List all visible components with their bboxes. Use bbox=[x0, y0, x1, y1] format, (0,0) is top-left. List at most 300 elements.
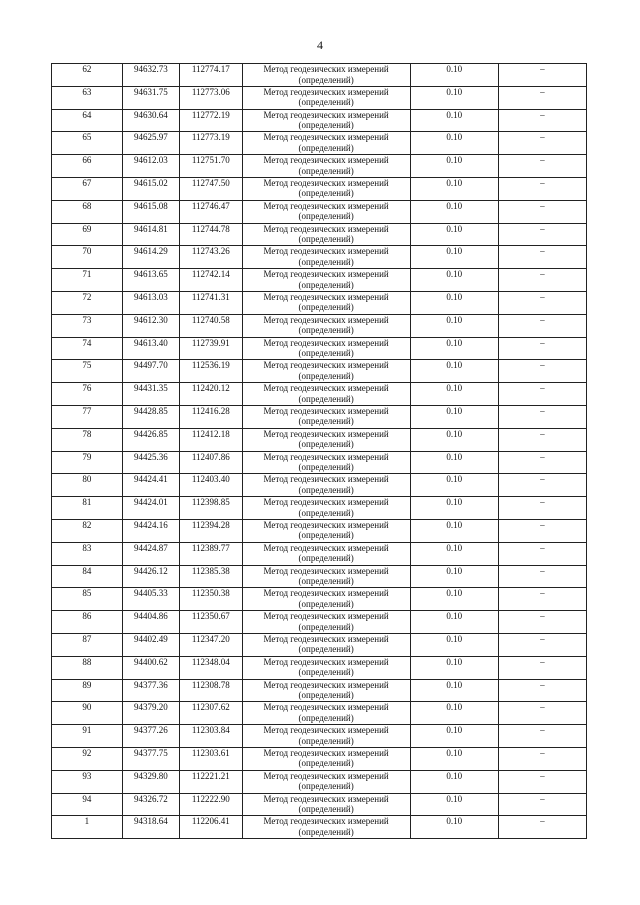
method-cell bbox=[242, 702, 410, 725]
y-coordinate-cell: 112741.31 bbox=[180, 291, 243, 314]
accuracy-cell: 0.10 bbox=[410, 177, 498, 200]
table-row bbox=[52, 702, 587, 725]
accuracy-cell: 0.10 bbox=[410, 725, 498, 748]
note-cell: – bbox=[498, 109, 586, 132]
point-number-cell: 72 bbox=[52, 291, 123, 314]
method-line-1: Метод геодезических измерений bbox=[263, 542, 389, 553]
y-coordinate-cell: 112350.38 bbox=[180, 588, 243, 611]
accuracy-cell: 0.10 bbox=[410, 497, 498, 520]
point-number-cell: 71 bbox=[52, 269, 123, 292]
method-line-2: (определений) bbox=[298, 302, 354, 313]
accuracy-cell: 0.10 bbox=[410, 109, 498, 132]
method-cell bbox=[242, 428, 410, 451]
note-cell: – bbox=[498, 633, 586, 656]
note-cell: – bbox=[498, 725, 586, 748]
accuracy-cell: 0.10 bbox=[410, 633, 498, 656]
accuracy-cell: 0.10 bbox=[410, 246, 498, 269]
method-line-2: (определений) bbox=[298, 120, 354, 131]
x-coordinate-cell: 94630.64 bbox=[122, 109, 179, 132]
y-coordinate-cell: 112751.70 bbox=[180, 155, 243, 178]
y-coordinate-cell: 112398.85 bbox=[180, 497, 243, 520]
accuracy-cell: 0.10 bbox=[410, 269, 498, 292]
table-row bbox=[52, 474, 587, 497]
accuracy-cell: 0.10 bbox=[410, 679, 498, 702]
table-row bbox=[52, 405, 587, 428]
x-coordinate-cell: 94614.81 bbox=[122, 223, 179, 246]
point-number-cell: 63 bbox=[52, 86, 123, 109]
method-line-2: (определений) bbox=[298, 781, 354, 792]
method-line-1: Метод геодезических измерений bbox=[263, 246, 389, 257]
table-row bbox=[52, 132, 587, 155]
method-line-2: (определений) bbox=[298, 576, 354, 587]
accuracy-cell: 0.10 bbox=[410, 474, 498, 497]
table-row bbox=[52, 679, 587, 702]
method-line-2: (определений) bbox=[298, 804, 354, 814]
note-cell: – bbox=[498, 360, 586, 383]
x-coordinate-cell: 94426.12 bbox=[122, 565, 179, 588]
accuracy-cell: 0.10 bbox=[410, 200, 498, 223]
method-cell bbox=[242, 405, 410, 428]
x-coordinate-cell: 94612.30 bbox=[122, 314, 179, 337]
method-line-1: Метод геодезических измерений bbox=[263, 337, 389, 348]
note-cell: – bbox=[498, 246, 586, 269]
note-cell: – bbox=[498, 519, 586, 542]
method-line-1: Метод геодезических измерений bbox=[263, 793, 389, 804]
method-line-2: (определений) bbox=[298, 234, 354, 245]
method-line-1: Метод геодезических измерений bbox=[263, 86, 389, 97]
x-coordinate-cell: 94613.03 bbox=[122, 291, 179, 314]
method-line-1: Метод геодезических измерений bbox=[263, 405, 389, 416]
method-line-2: (определений) bbox=[298, 484, 354, 495]
accuracy-cell: 0.10 bbox=[410, 816, 498, 839]
point-number-cell: 76 bbox=[52, 383, 123, 406]
method-cell bbox=[242, 155, 410, 178]
accuracy-cell: 0.10 bbox=[410, 155, 498, 178]
accuracy-cell: 0.10 bbox=[410, 770, 498, 793]
method-line-2: (определений) bbox=[298, 370, 354, 381]
point-number-cell: 91 bbox=[52, 725, 123, 748]
accuracy-cell: 0.10 bbox=[410, 405, 498, 428]
note-cell: – bbox=[498, 679, 586, 702]
method-line-1: Метод геодезических измерений bbox=[263, 497, 389, 508]
table-row bbox=[52, 86, 587, 109]
point-number-cell: 64 bbox=[52, 109, 123, 132]
x-coordinate-cell: 94329.80 bbox=[122, 770, 179, 793]
y-coordinate-cell: 112773.06 bbox=[180, 86, 243, 109]
point-number-cell: 73 bbox=[52, 314, 123, 337]
method-line-1: Метод геодезических измерений bbox=[263, 64, 389, 74]
point-number-cell: 85 bbox=[52, 588, 123, 611]
y-coordinate-cell: 112407.86 bbox=[180, 451, 243, 474]
x-coordinate-cell: 94424.01 bbox=[122, 497, 179, 520]
table-row bbox=[52, 337, 587, 360]
method-cell bbox=[242, 132, 410, 155]
note-cell: – bbox=[498, 770, 586, 793]
table-row bbox=[52, 64, 587, 87]
accuracy-cell: 0.10 bbox=[410, 428, 498, 451]
y-coordinate-cell: 112394.28 bbox=[180, 519, 243, 542]
method-line-2: (определений) bbox=[298, 348, 354, 359]
x-coordinate-cell: 94631.75 bbox=[122, 86, 179, 109]
method-line-2: (определений) bbox=[298, 142, 354, 153]
table-row bbox=[52, 383, 587, 406]
point-number-cell: 87 bbox=[52, 633, 123, 656]
method-line-2: (определений) bbox=[298, 530, 354, 541]
y-coordinate-cell: 112303.84 bbox=[180, 725, 243, 748]
method-line-1: Метод геодезических измерений bbox=[263, 633, 389, 644]
accuracy-cell: 0.10 bbox=[410, 291, 498, 314]
method-cell bbox=[242, 177, 410, 200]
note-cell: – bbox=[498, 428, 586, 451]
method-cell bbox=[242, 542, 410, 565]
method-line-1: Метод геодезических измерений bbox=[263, 770, 389, 781]
page-number: 4 bbox=[317, 38, 323, 52]
y-coordinate-cell: 112403.40 bbox=[180, 474, 243, 497]
point-number-cell: 65 bbox=[52, 132, 123, 155]
note-cell: – bbox=[498, 223, 586, 246]
method-line-2: (определений) bbox=[298, 393, 354, 404]
y-coordinate-cell: 112746.47 bbox=[180, 200, 243, 223]
note-cell: – bbox=[498, 451, 586, 474]
x-coordinate-cell: 94379.20 bbox=[122, 702, 179, 725]
method-line-1: Метод геодезических измерений bbox=[263, 314, 389, 325]
method-line-1: Метод геодезических измерений bbox=[263, 747, 389, 758]
note-cell: – bbox=[498, 542, 586, 565]
y-coordinate-cell: 112303.61 bbox=[180, 747, 243, 770]
x-coordinate-cell: 94613.40 bbox=[122, 337, 179, 360]
coordinates-table-body bbox=[52, 64, 587, 839]
method-cell bbox=[242, 816, 410, 839]
y-coordinate-cell: 112774.17 bbox=[180, 64, 243, 87]
table-row bbox=[52, 155, 587, 178]
point-number-cell: 89 bbox=[52, 679, 123, 702]
table-row bbox=[52, 451, 587, 474]
accuracy-cell: 0.10 bbox=[410, 360, 498, 383]
method-cell bbox=[242, 679, 410, 702]
point-number-cell: 80 bbox=[52, 474, 123, 497]
table-row bbox=[52, 656, 587, 679]
method-line-1: Метод геодезических измерений bbox=[263, 223, 389, 234]
method-line-1: Метод геодезических измерений bbox=[263, 474, 389, 485]
accuracy-cell: 0.10 bbox=[410, 132, 498, 155]
point-number-cell: 74 bbox=[52, 337, 123, 360]
y-coordinate-cell: 112385.38 bbox=[180, 565, 243, 588]
x-coordinate-cell: 94377.75 bbox=[122, 747, 179, 770]
y-coordinate-cell: 112389.77 bbox=[180, 542, 243, 565]
accuracy-cell: 0.10 bbox=[410, 702, 498, 725]
y-coordinate-cell: 112206.41 bbox=[180, 816, 243, 839]
accuracy-cell: 0.10 bbox=[410, 542, 498, 565]
x-coordinate-cell: 94377.36 bbox=[122, 679, 179, 702]
method-line-2: (определений) bbox=[298, 97, 354, 108]
x-coordinate-cell: 94497.70 bbox=[122, 360, 179, 383]
note-cell: – bbox=[498, 611, 586, 634]
method-line-1: Метод геодезических измерений bbox=[263, 611, 389, 622]
y-coordinate-cell: 112412.18 bbox=[180, 428, 243, 451]
table-row bbox=[52, 793, 587, 816]
point-number-cell: 1 bbox=[52, 816, 123, 839]
accuracy-cell: 0.10 bbox=[410, 86, 498, 109]
y-coordinate-cell: 112739.91 bbox=[180, 337, 243, 360]
y-coordinate-cell: 112747.50 bbox=[180, 177, 243, 200]
method-line-2: (определений) bbox=[298, 598, 354, 609]
x-coordinate-cell: 94424.16 bbox=[122, 519, 179, 542]
y-coordinate-cell: 112536.19 bbox=[180, 360, 243, 383]
accuracy-cell: 0.10 bbox=[410, 793, 498, 816]
method-line-1: Метод геодезических измерений bbox=[263, 702, 389, 713]
note-cell: – bbox=[498, 337, 586, 360]
method-line-1: Метод геодезических измерений bbox=[263, 109, 389, 120]
method-line-2: (определений) bbox=[298, 621, 354, 632]
point-number-cell: 92 bbox=[52, 747, 123, 770]
method-cell bbox=[242, 291, 410, 314]
method-line-1: Метод геодезических измерений bbox=[263, 383, 389, 394]
method-cell bbox=[242, 497, 410, 520]
table-row bbox=[52, 588, 587, 611]
point-number-cell: 67 bbox=[52, 177, 123, 200]
y-coordinate-cell: 112221.21 bbox=[180, 770, 243, 793]
table-row bbox=[52, 360, 587, 383]
method-cell bbox=[242, 656, 410, 679]
y-coordinate-cell: 112420.12 bbox=[180, 383, 243, 406]
x-coordinate-cell: 94615.02 bbox=[122, 177, 179, 200]
note-cell: – bbox=[498, 314, 586, 337]
x-coordinate-cell: 94425.36 bbox=[122, 451, 179, 474]
note-cell: – bbox=[498, 816, 586, 839]
x-coordinate-cell: 94400.62 bbox=[122, 656, 179, 679]
note-cell: – bbox=[498, 656, 586, 679]
x-coordinate-cell: 94402.49 bbox=[122, 633, 179, 656]
accuracy-cell: 0.10 bbox=[410, 314, 498, 337]
x-coordinate-cell: 94614.29 bbox=[122, 246, 179, 269]
method-cell bbox=[242, 770, 410, 793]
accuracy-cell: 0.10 bbox=[410, 223, 498, 246]
method-line-1: Метод геодезических измерений bbox=[263, 200, 389, 211]
method-cell bbox=[242, 360, 410, 383]
method-cell bbox=[242, 269, 410, 292]
method-line-2: (определений) bbox=[298, 667, 354, 678]
table-row bbox=[52, 497, 587, 520]
table-row bbox=[52, 291, 587, 314]
accuracy-cell: 0.10 bbox=[410, 611, 498, 634]
note-cell: – bbox=[498, 565, 586, 588]
point-number-cell: 79 bbox=[52, 451, 123, 474]
table-row bbox=[52, 269, 587, 292]
method-cell bbox=[242, 246, 410, 269]
y-coordinate-cell: 112772.19 bbox=[180, 109, 243, 132]
y-coordinate-cell: 112350.67 bbox=[180, 611, 243, 634]
note-cell: – bbox=[498, 702, 586, 725]
point-number-cell: 88 bbox=[52, 656, 123, 679]
y-coordinate-cell: 112307.62 bbox=[180, 702, 243, 725]
note-cell: – bbox=[498, 132, 586, 155]
method-cell bbox=[242, 200, 410, 223]
method-cell bbox=[242, 383, 410, 406]
method-line-2: (определений) bbox=[298, 462, 354, 473]
point-number-cell: 75 bbox=[52, 360, 123, 383]
table-row bbox=[52, 747, 587, 770]
note-cell: – bbox=[498, 497, 586, 520]
table-row bbox=[52, 314, 587, 337]
table-row bbox=[52, 816, 587, 839]
method-cell bbox=[242, 793, 410, 816]
point-number-cell: 90 bbox=[52, 702, 123, 725]
x-coordinate-cell: 94404.86 bbox=[122, 611, 179, 634]
table-row bbox=[52, 246, 587, 269]
method-cell bbox=[242, 747, 410, 770]
table-row bbox=[52, 428, 587, 451]
method-line-2: (определений) bbox=[298, 553, 354, 564]
method-cell bbox=[242, 565, 410, 588]
table-row bbox=[52, 770, 587, 793]
point-number-cell: 84 bbox=[52, 565, 123, 588]
note-cell: – bbox=[498, 86, 586, 109]
method-cell bbox=[242, 109, 410, 132]
accuracy-cell: 0.10 bbox=[410, 383, 498, 406]
table-row bbox=[52, 519, 587, 542]
note-cell: – bbox=[498, 793, 586, 816]
table-row bbox=[52, 565, 587, 588]
method-cell bbox=[242, 314, 410, 337]
method-line-2: (определений) bbox=[298, 188, 354, 199]
method-line-1: Метод геодезических измерений bbox=[263, 656, 389, 667]
table-row bbox=[52, 611, 587, 634]
y-coordinate-cell: 112742.14 bbox=[180, 269, 243, 292]
x-coordinate-cell: 94377.26 bbox=[122, 725, 179, 748]
method-line-1: Метод геодезических измерений bbox=[263, 725, 389, 736]
method-cell bbox=[242, 451, 410, 474]
method-line-2: (определений) bbox=[298, 735, 354, 746]
x-coordinate-cell: 94326.72 bbox=[122, 793, 179, 816]
note-cell: – bbox=[498, 291, 586, 314]
method-line-1: Метод геодезических измерений bbox=[263, 132, 389, 143]
method-cell bbox=[242, 519, 410, 542]
x-coordinate-cell: 94428.85 bbox=[122, 405, 179, 428]
note-cell: – bbox=[498, 177, 586, 200]
accuracy-cell: 0.10 bbox=[410, 64, 498, 87]
y-coordinate-cell: 112348.04 bbox=[180, 656, 243, 679]
method-line-2: (определений) bbox=[298, 439, 354, 450]
note-cell: – bbox=[498, 588, 586, 611]
accuracy-cell: 0.10 bbox=[410, 588, 498, 611]
method-line-1: Метод геодезических измерений bbox=[263, 519, 389, 530]
accuracy-cell: 0.10 bbox=[410, 747, 498, 770]
point-number-cell: 83 bbox=[52, 542, 123, 565]
point-number-cell: 86 bbox=[52, 611, 123, 634]
method-cell bbox=[242, 588, 410, 611]
x-coordinate-cell: 94625.97 bbox=[122, 132, 179, 155]
method-line-2: (определений) bbox=[298, 758, 354, 769]
method-cell bbox=[242, 223, 410, 246]
table-row bbox=[52, 542, 587, 565]
method-line-1: Метод геодезических измерений bbox=[263, 816, 389, 827]
note-cell: – bbox=[498, 405, 586, 428]
x-coordinate-cell: 94612.03 bbox=[122, 155, 179, 178]
table-row bbox=[52, 177, 587, 200]
table-row bbox=[52, 633, 587, 656]
coordinates-table bbox=[51, 63, 587, 839]
method-cell bbox=[242, 725, 410, 748]
note-cell: – bbox=[498, 200, 586, 223]
method-cell bbox=[242, 611, 410, 634]
method-line-2: (определений) bbox=[298, 826, 354, 837]
method-cell bbox=[242, 64, 410, 87]
method-line-1: Метод геодезических измерений bbox=[263, 155, 389, 166]
point-number-cell: 93 bbox=[52, 770, 123, 793]
point-number-cell: 66 bbox=[52, 155, 123, 178]
point-number-cell: 77 bbox=[52, 405, 123, 428]
table-row bbox=[52, 725, 587, 748]
method-cell bbox=[242, 86, 410, 109]
point-number-cell: 78 bbox=[52, 428, 123, 451]
table-row bbox=[52, 223, 587, 246]
x-coordinate-cell: 94405.33 bbox=[122, 588, 179, 611]
accuracy-cell: 0.10 bbox=[410, 656, 498, 679]
accuracy-cell: 0.10 bbox=[410, 337, 498, 360]
point-number-cell: 94 bbox=[52, 793, 123, 816]
note-cell: – bbox=[498, 269, 586, 292]
accuracy-cell: 0.10 bbox=[410, 565, 498, 588]
method-line-2: (определений) bbox=[298, 165, 354, 176]
method-line-1: Метод геодезических измерений bbox=[263, 588, 389, 599]
method-line-1: Метод геодезических измерений bbox=[263, 360, 389, 371]
accuracy-cell: 0.10 bbox=[410, 519, 498, 542]
method-line-1: Метод геодезических измерений bbox=[263, 291, 389, 302]
method-line-1: Метод геодезических измерений bbox=[263, 679, 389, 690]
method-line-2: (определений) bbox=[298, 279, 354, 290]
method-line-1: Метод геодезических измерений bbox=[263, 177, 389, 188]
point-number-cell: 81 bbox=[52, 497, 123, 520]
method-cell bbox=[242, 337, 410, 360]
point-number-cell: 62 bbox=[52, 64, 123, 87]
x-coordinate-cell: 94632.73 bbox=[122, 64, 179, 87]
note-cell: – bbox=[498, 747, 586, 770]
method-line-2: (определений) bbox=[298, 690, 354, 701]
accuracy-cell: 0.10 bbox=[410, 451, 498, 474]
note-cell: – bbox=[498, 474, 586, 497]
x-coordinate-cell: 94426.85 bbox=[122, 428, 179, 451]
y-coordinate-cell: 112347.20 bbox=[180, 633, 243, 656]
method-line-2: (определений) bbox=[298, 507, 354, 518]
x-coordinate-cell: 94424.41 bbox=[122, 474, 179, 497]
point-number-cell: 70 bbox=[52, 246, 123, 269]
x-coordinate-cell: 94431.35 bbox=[122, 383, 179, 406]
y-coordinate-cell: 112773.19 bbox=[180, 132, 243, 155]
method-line-2: (определений) bbox=[298, 712, 354, 723]
method-line-1: Метод геодезических измерений bbox=[263, 565, 389, 576]
method-line-2: (определений) bbox=[298, 256, 354, 267]
table-row bbox=[52, 109, 587, 132]
method-line-2: (определений) bbox=[298, 211, 354, 222]
point-number-cell: 68 bbox=[52, 200, 123, 223]
method-line-2: (определений) bbox=[298, 416, 354, 427]
y-coordinate-cell: 112416.28 bbox=[180, 405, 243, 428]
x-coordinate-cell: 94424.87 bbox=[122, 542, 179, 565]
table-row bbox=[52, 200, 587, 223]
method-line-2: (определений) bbox=[298, 644, 354, 655]
method-line-1: Метод геодезических измерений bbox=[263, 269, 389, 280]
y-coordinate-cell: 112740.58 bbox=[180, 314, 243, 337]
point-number-cell: 82 bbox=[52, 519, 123, 542]
y-coordinate-cell: 112744.78 bbox=[180, 223, 243, 246]
x-coordinate-cell: 94615.08 bbox=[122, 200, 179, 223]
note-cell: – bbox=[498, 64, 586, 87]
method-cell bbox=[242, 474, 410, 497]
method-line-1: Метод геодезических измерений bbox=[263, 451, 389, 462]
y-coordinate-cell: 112743.26 bbox=[180, 246, 243, 269]
note-cell: – bbox=[498, 383, 586, 406]
note-cell: – bbox=[498, 155, 586, 178]
